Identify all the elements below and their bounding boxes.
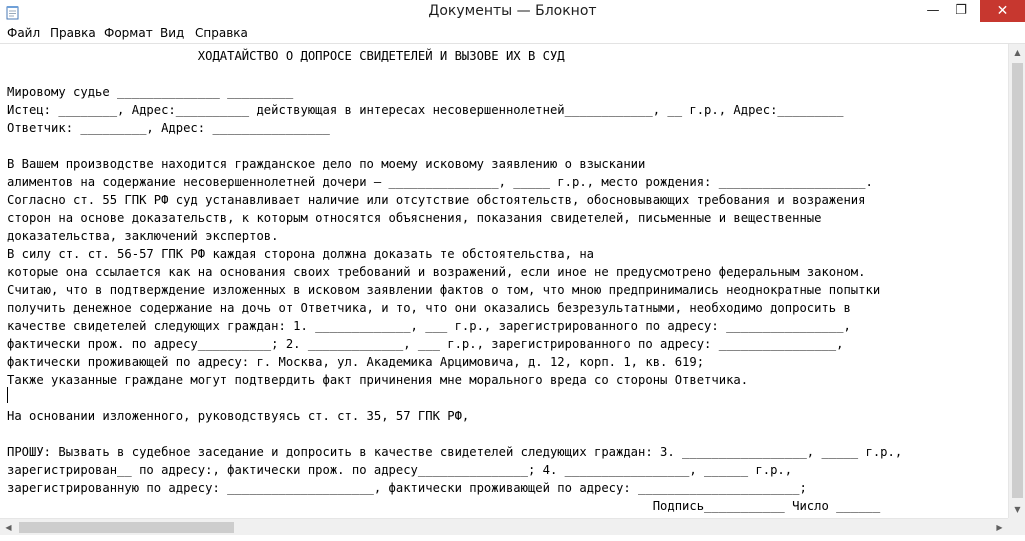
menu-bar bbox=[0, 24, 1025, 44]
menu-help[interactable]: Справка bbox=[195, 26, 248, 40]
window-title: Документы — Блокнот bbox=[428, 3, 597, 19]
scroll-up-arrow-icon[interactable]: ▲ bbox=[1014, 48, 1021, 57]
menu-format[interactable]: Формат bbox=[104, 26, 153, 40]
scroll-right-arrow-icon[interactable]: ▶ bbox=[996, 523, 1003, 532]
text-line: Считаю, что в подтверждение изложенных в исковом заявлении фактов о том, что мною предпринимались неоднократные попытки bbox=[7, 283, 881, 297]
vertical-scrollbar[interactable] bbox=[1008, 44, 1025, 518]
text-line: сторон на основе доказательств, к которым относятся объяснения, показания свидетелей, письменные и вещественные bbox=[7, 211, 822, 225]
menu-view[interactable]: Вид bbox=[160, 26, 185, 40]
window-bottom-edge bbox=[0, 535, 1025, 541]
text-line bbox=[7, 137, 902, 155]
horizontal-scrollbar[interactable] bbox=[0, 518, 1008, 536]
text-editor-area[interactable] bbox=[0, 44, 1008, 518]
vertical-scroll-thumb[interactable] bbox=[1012, 63, 1023, 498]
menu-edit[interactable]: Правка bbox=[50, 26, 96, 40]
scroll-left-arrow-icon[interactable]: ◀ bbox=[5, 523, 12, 532]
text-line: зарегистрирован__ по адресу:, фактически прож. по адресу_______________; 4. _________________, ______ г.р., bbox=[7, 463, 793, 477]
text-line: которые она ссылается как на основания своих требований и возражений, если иное не предусмотрено федеральным законом. bbox=[7, 265, 866, 279]
scrollbar-corner bbox=[1008, 518, 1025, 535]
text-caret bbox=[7, 387, 8, 403]
text-line: Истец: ________, Адрес:__________ действующая в интересах несовершеннолетней____________, __ г.р., Адрес:_________ bbox=[7, 103, 844, 117]
text-line: Согласно ст. 55 ГПК РФ суд устанавливает наличие или отсутствие обстоятельств, обосновывающих требования и возражения bbox=[7, 193, 866, 207]
text-line: фактически проживающей по адресу: г. Москва, ул. Академика Арцимовича, д. 12, корп. 1, кв. 619; bbox=[7, 355, 705, 369]
menu-file[interactable]: Файл bbox=[7, 26, 41, 40]
text-line: доказательства, заключений экспертов. bbox=[7, 229, 279, 243]
scroll-down-arrow-icon[interactable]: ▼ bbox=[1014, 505, 1021, 514]
text-line: получить денежное содержание на дочь от Ответчика, и то, что они оказались безрезультатными, необходимо допросить в bbox=[7, 301, 851, 315]
text-line: ПРОШУ: Вызвать в судебное заседание и допросить в качестве свидетелей следующих граждан: 3. _________________, _____ г.р., bbox=[7, 445, 903, 459]
text-line: На основании изложенного, руководствуясь ст. ст. 35, 57 ГПК РФ, bbox=[7, 409, 470, 423]
text-line: Также указанные граждане могут подтвердить факт причинения мне морального вреда со стороны Ответчика. bbox=[7, 373, 749, 387]
maximize-button[interactable]: ❐ bbox=[955, 3, 967, 18]
text-line bbox=[7, 389, 902, 407]
text-line: ХОДАТАЙСТВО О ДОПРОСЕ СВИДЕТЕЛЕЙ И ВЫЗОВЕ ИХ В СУД bbox=[7, 49, 565, 63]
text-line: качестве свидетелей следующих граждан: 1. _____________, ___ г.р., зарегистрированного по адресу: ________________, bbox=[7, 319, 851, 333]
text-line: зарегистрированную по адресу: ____________________, фактически проживающей по адресу: ______________________; bbox=[7, 481, 807, 495]
text-line: Ответчик: _________, Адрес: ________________ bbox=[7, 121, 330, 135]
text-line bbox=[7, 65, 902, 83]
title-bar[interactable] bbox=[0, 0, 1025, 25]
text-line: В Вашем производстве находится гражданское дело по моему исковому заявлению о взыскании bbox=[7, 157, 646, 171]
horizontal-scroll-thumb[interactable] bbox=[19, 522, 234, 533]
text-line: фактически прож. по адресу__________; 2. _____________, ___ г.р., зарегистрированного по адресу: ________________, bbox=[7, 337, 844, 351]
text-line: В силу ст. ст. 56-57 ГПК РФ каждая сторона должна доказать те обстоятельства, на bbox=[7, 247, 594, 261]
minimize-button[interactable]: — bbox=[926, 3, 940, 18]
text-line: Мировому судье ______________ _________ bbox=[7, 85, 294, 99]
text-line: Подпись___________ Число ______ bbox=[7, 499, 881, 513]
text-line: алиментов на содержание несовершеннолетней дочери — _______________, _____ г.р., место рождения: ____________________. bbox=[7, 175, 873, 189]
close-button[interactable]: ✕ bbox=[980, 0, 1025, 22]
document-text bbox=[7, 47, 902, 515]
text-line bbox=[7, 425, 902, 443]
